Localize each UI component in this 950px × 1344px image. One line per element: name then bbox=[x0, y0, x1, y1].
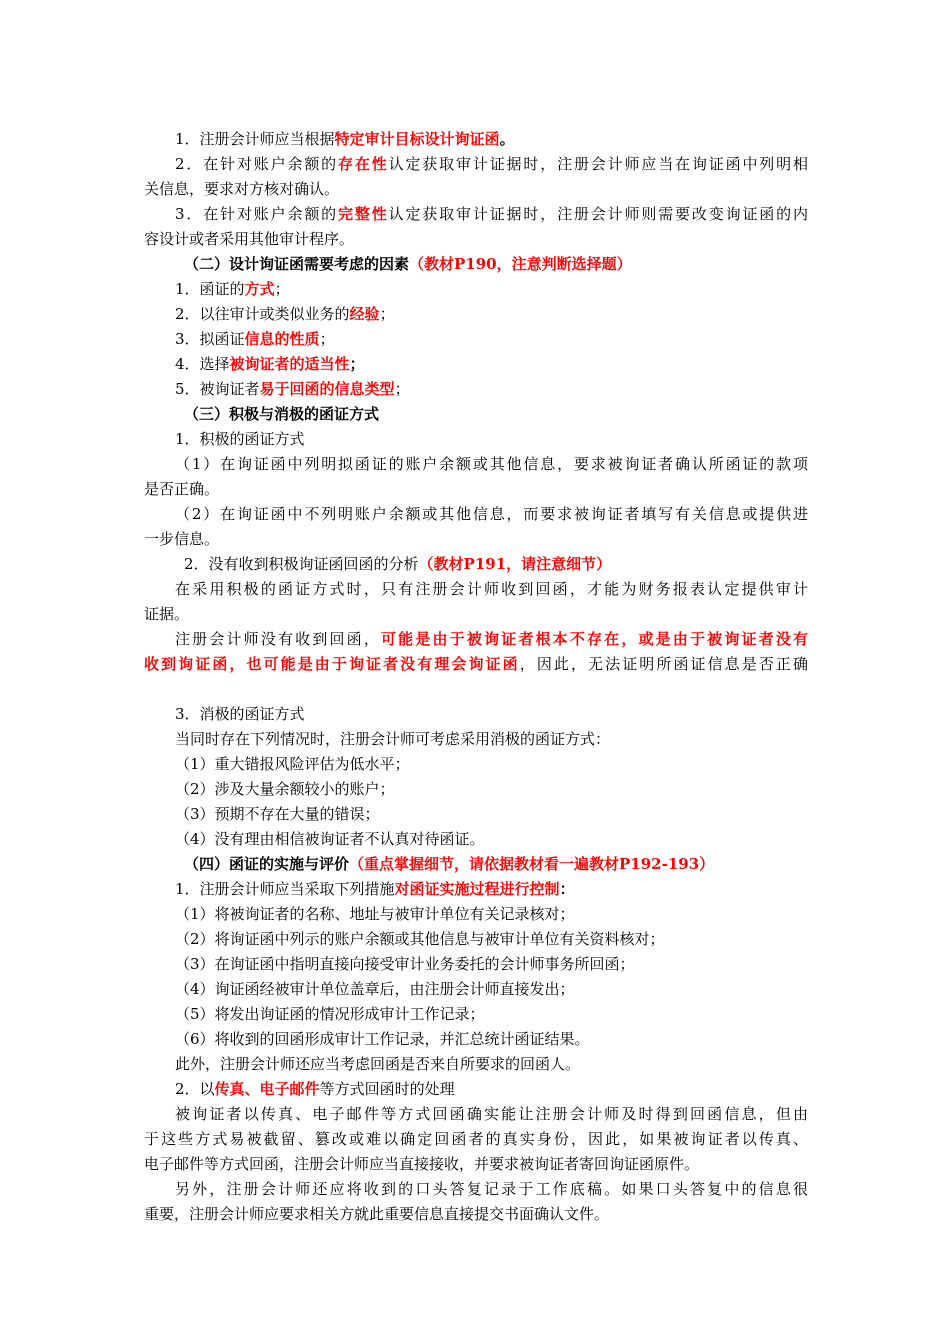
text-run: 此外，注册会计师还应当考虑回函是否来自所要求的回函人。 bbox=[175, 1055, 581, 1073]
text-line bbox=[175, 1027, 808, 1052]
text-run: 等方式回函时的处理 bbox=[319, 1080, 455, 1098]
text-line bbox=[144, 527, 808, 552]
text-run: 3．在针对账户余额的 bbox=[175, 205, 339, 223]
text-line bbox=[175, 727, 808, 752]
text-line bbox=[175, 1052, 808, 1077]
text-line bbox=[184, 552, 808, 577]
text-run: 。 bbox=[499, 130, 515, 148]
text-run: （2）在询证函中不列明账户余额或其他信息，而要求被询证者填写有关信息或提供进 bbox=[175, 505, 808, 523]
text-line bbox=[175, 577, 808, 602]
text-line bbox=[144, 602, 808, 627]
text-run: （4）询证函经被审计单位盖章后，由注册会计师直接发出； bbox=[175, 980, 575, 998]
text-run: 1．注册会计师应当采取下列措施 bbox=[175, 880, 395, 898]
text-run: 电子邮件等方式回函，注册会计师应当直接接收，并要求被询证者寄回询证函原件。 bbox=[144, 1155, 700, 1173]
text-run: （3）在询证函中指明直接向接受审计业务委托的会计师事务所回函； bbox=[175, 955, 635, 973]
text-line bbox=[175, 702, 808, 727]
text-run: 1．积极的函证方式 bbox=[175, 430, 305, 448]
text-line bbox=[175, 802, 808, 827]
text-line bbox=[175, 427, 808, 452]
text-run: 证据。 bbox=[144, 605, 190, 623]
text-line bbox=[144, 1152, 808, 1177]
text-line bbox=[175, 277, 808, 302]
text-run: 认定获取审计证据时，注册会计师应当在询证函中列明相 bbox=[388, 155, 808, 173]
text-run: （二）设计询证函需要考虑的因素 bbox=[184, 255, 410, 273]
text-run: ； bbox=[274, 280, 290, 298]
text-line bbox=[175, 1002, 808, 1027]
text-run: 认定获取审计证据时，注册会计师则需要改变询证函的内 bbox=[388, 205, 808, 223]
text-run: 注册会计师没有收到回函， bbox=[175, 630, 381, 648]
highlighted-text: 收到询证函，也可能是由于询证者没有理会询证函 bbox=[144, 655, 520, 673]
highlighted-text: 特定审计目标设计询证函 bbox=[334, 130, 500, 148]
text-run: （2）涉及大量余额较小的账户； bbox=[175, 780, 395, 798]
highlighted-text: 易于回函的信息类型 bbox=[259, 380, 395, 398]
highlighted-text: 方式 bbox=[244, 280, 275, 298]
text-run: 一步信息。 bbox=[144, 530, 220, 548]
text-line bbox=[175, 952, 808, 977]
text-run: 2．在针对账户余额的 bbox=[175, 155, 339, 173]
text-line bbox=[175, 1177, 808, 1202]
highlighted-text: 完整性 bbox=[338, 205, 389, 223]
text-run: 在采用积极的函证方式时，只有注册会计师收到回函，才能为财务报表认定提供审计 bbox=[175, 580, 808, 598]
text-line bbox=[175, 752, 808, 777]
text-run: 2．以往审计或类似业务的 bbox=[175, 305, 350, 323]
text-run: 容设计或者采用其他审计程序。 bbox=[144, 230, 355, 248]
text-run: （3）预期不存在大量的错误； bbox=[175, 805, 380, 823]
text-run: （5）将发出询证函的情况形成审计工作记录； bbox=[175, 1005, 485, 1023]
text-run: 5．被询证者 bbox=[175, 380, 260, 398]
text-run: 当同时存在下列情况时，注册会计师可考虑采用消极的函证方式： bbox=[175, 730, 611, 748]
text-run: ； bbox=[349, 355, 365, 373]
text-line bbox=[144, 227, 808, 252]
text-run: （1）在询证函中列明拟函证的账户余额或其他信息，要求被询证者确认所函证的款项 bbox=[175, 455, 808, 473]
text-line bbox=[144, 1202, 808, 1227]
text-run: 重要，注册会计师应要求相关方就此重要信息直接提交书面确认文件。 bbox=[144, 1205, 610, 1223]
highlighted-text: 对函证实施过程进行控制 bbox=[394, 880, 560, 898]
highlighted-text: （教材P190，注意判断选择题） bbox=[409, 255, 632, 273]
text-line bbox=[175, 977, 808, 1002]
highlighted-text: 经验 bbox=[349, 305, 380, 323]
text-run: （4）没有理由相信被询证者不认真对待函证。 bbox=[175, 830, 485, 848]
text-run: 于这些方式易被截留、篡改或难以确定回函者的真实身份，因此，如果被询证者以传真、 bbox=[144, 1130, 808, 1148]
text-line bbox=[175, 927, 808, 952]
text-line bbox=[175, 502, 808, 527]
text-line bbox=[175, 352, 808, 377]
text-line bbox=[175, 327, 808, 352]
highlighted-text: （重点掌握细节，请依据教材看一遍教材P192-193） bbox=[349, 855, 715, 873]
text-run: ，因此，无法证明所函证信息是否正确 bbox=[519, 655, 808, 673]
text-line bbox=[144, 1127, 808, 1152]
text-line bbox=[175, 1102, 808, 1127]
text-line bbox=[175, 902, 808, 927]
text-run: 3．拟函证 bbox=[175, 330, 245, 348]
text-run: 1．注册会计师应当根据 bbox=[175, 130, 335, 148]
text-run: ； bbox=[394, 380, 410, 398]
text-run: 关信息，要求对方核对确认。 bbox=[144, 180, 340, 198]
highlighted-text: （教材P191，请注意细节） bbox=[418, 555, 612, 573]
text-run: （1）将被询证者的名称、地址与被审计单位有关记录核对； bbox=[175, 905, 575, 923]
text-run: （1）重大错报风险评估为低水平； bbox=[175, 755, 410, 773]
text-line bbox=[175, 627, 808, 652]
text-line bbox=[144, 177, 808, 202]
text-line bbox=[184, 402, 808, 427]
text-line bbox=[175, 827, 808, 852]
text-run: 被询证者以传真、电子邮件等方式回函确实能让注册会计师及时得到回函信息，但由 bbox=[175, 1105, 808, 1123]
text-run: 1．函证的 bbox=[175, 280, 245, 298]
text-line bbox=[175, 202, 808, 227]
text-run: 4．选择 bbox=[175, 355, 230, 373]
highlighted-text: 传真、电子邮件 bbox=[214, 1080, 320, 1098]
text-run: （6）将收到的回函形成审计工作记录，并汇总统计函证结果。 bbox=[175, 1030, 590, 1048]
text-line bbox=[144, 477, 808, 502]
text-line bbox=[175, 152, 808, 177]
text-run: （2）将询证函中列示的账户余额或其他信息与被审计单位有关资料核对； bbox=[175, 930, 665, 948]
highlighted-text: 存在性 bbox=[338, 155, 389, 173]
text-run: 是否正确。 bbox=[144, 480, 220, 498]
text-run: ； bbox=[379, 305, 395, 323]
text-run: 另外，注册会计师还应将收到的口头答复记录于工作底稿。如果口头答复中的信息很 bbox=[175, 1180, 808, 1198]
text-line bbox=[175, 777, 808, 802]
highlighted-text: 可能是由于被询证者根本不存在，或是由于被询证者没有 bbox=[381, 630, 808, 648]
text-run: 2．没有收到积极询证函回函的分析 bbox=[184, 555, 419, 573]
text-run: ： bbox=[559, 880, 575, 898]
text-line bbox=[175, 127, 808, 152]
text-line bbox=[184, 852, 808, 877]
text-line bbox=[175, 377, 808, 402]
text-run: 2．以 bbox=[175, 1080, 215, 1098]
highlighted-text: 信息的性质 bbox=[244, 330, 320, 348]
text-line bbox=[175, 1077, 808, 1102]
text-run: （三）积极与消极的函证方式 bbox=[184, 405, 380, 423]
text-run: 3．消极的函证方式 bbox=[175, 705, 305, 723]
text-line bbox=[144, 652, 808, 677]
text-run: ； bbox=[319, 330, 335, 348]
text-run: （四）函证的实施与评价 bbox=[184, 855, 350, 873]
text-line bbox=[175, 877, 808, 902]
text-line bbox=[184, 252, 808, 277]
text-line bbox=[175, 302, 808, 327]
highlighted-text: 被询证者的适当性 bbox=[229, 355, 350, 373]
text-line bbox=[175, 452, 808, 477]
